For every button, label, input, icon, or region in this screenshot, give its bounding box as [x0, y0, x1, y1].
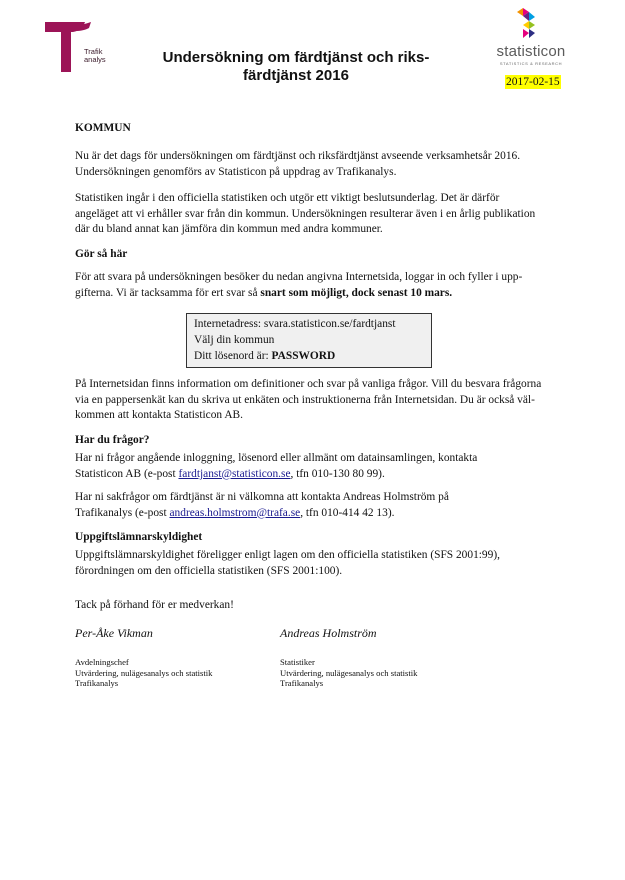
signatory-dept: Utvärdering, nulägesanalys och statistik — [280, 667, 418, 678]
title-line1: Undersökning om färdtjänst och riks- — [162, 49, 430, 66]
statistics-line: där du bland annat kan jämföra din kommun med andra kommuner. — [75, 223, 383, 236]
statistics-line: angeläget att vi erhåller svar från din kommun. Undersökningen resulterar även i en årlig publikation — [75, 207, 536, 220]
questions-paragraph-2 — [75, 490, 553, 521]
signatory-title: Statistiker — [280, 657, 315, 667]
signature-vikman: Per-Åke Vikman — [75, 626, 153, 640]
signature-holmstrom: Andreas Holmström — [280, 626, 377, 640]
duty-paragraph — [75, 548, 553, 579]
howto-heading: Gör så här — [75, 248, 128, 260]
login-url: Internetadress: svara.statisticon.se/fardtjanst — [194, 318, 396, 330]
signatory-block-vikman — [75, 657, 212, 689]
statistics-line: Statistiken ingår i den officiella statistiken och utgör ett viktigt beslutsunderlag. Det är därför — [75, 192, 500, 204]
info-paragraph — [75, 377, 553, 424]
trafa-text-line2: analys — [84, 55, 106, 64]
signatory-title: Avdelningschef — [75, 657, 129, 667]
statisticon-email-link[interactable]: fardtjanst@statisticon.se — [178, 467, 291, 480]
questions-phone: , tfn 010-414 42 13). — [300, 506, 395, 519]
intro-paragraph — [75, 149, 553, 180]
document-date: 2017-02-15 — [506, 76, 560, 88]
intro-line: Nu är det dags för undersökningen om färdtjänst och riksfärdtjänst avseende verksamhetsår 2016. — [75, 150, 521, 162]
password-value: PASSWORD — [271, 350, 336, 362]
login-choose-kommun: Välj din kommun — [194, 334, 275, 346]
recipient-kommun: KOMMUN — [75, 122, 131, 134]
questions-paragraph-1 — [75, 451, 553, 482]
questions-line: Har ni sakfrågor om färdtjänst är ni välkomna att kontakta Andreas Holmström på — [75, 491, 449, 503]
login-password — [194, 349, 335, 365]
duty-line: förordningen om den officiella statistiken (SFS 2001:100). — [75, 564, 343, 577]
questions-phone: , tfn 010-130 80 99). — [290, 467, 385, 480]
password-label: Ditt lösenord är: — [194, 350, 269, 362]
info-line: På Internetsidan finns information om definitioner och svar på vanliga frågor. Vill du besvara frågorna — [75, 378, 542, 390]
trafikanalys-logo-text — [84, 48, 106, 64]
signatory-org: Trafikanalys — [280, 678, 324, 689]
deadline-text: snart som möjligt, dock senast 10 mars. — [260, 286, 453, 299]
thanks-text: Tack på förhand för er medverkan! — [75, 599, 234, 611]
statisticon-tagline: STATISTICS & RESEARCH — [499, 61, 563, 66]
howto-paragraph — [75, 270, 553, 301]
duty-heading: Uppgiftslämnarskyldighet — [75, 531, 203, 543]
statistics-paragraph — [75, 191, 553, 238]
info-line: kommen att kontakta Statisticon AB. — [75, 409, 243, 422]
duty-line: Uppgiftslämnarskyldighet föreligger enligt lagen om den officiella statistiken (SFS 2001:99), — [75, 549, 500, 561]
signatory-org: Trafikanalys — [75, 678, 119, 689]
signatory-block-holmstrom — [280, 657, 417, 689]
howto-line: För att svara på undersökningen besöker du nedan angivna Internetsida, loggar in och fyller i upp- — [75, 271, 523, 283]
questions-heading: Har du frågor? — [75, 434, 150, 446]
questions-line — [75, 506, 553, 522]
intro-line: Undersökningen genomförs av Statisticon på uppdrag av Trafikanalys. — [75, 165, 397, 178]
login-info-box — [186, 313, 432, 368]
questions-line: Har ni frågor angående inloggning, lösenord eller allmänt om datainsamlingen, kontakta — [75, 452, 478, 464]
signatory-dept: Utvärdering, nulägesanalys och statistik — [75, 667, 213, 678]
title-line2: färdtjänst 2016 — [243, 67, 349, 84]
statisticon-logo-text: statisticon — [496, 43, 566, 60]
document-title — [136, 49, 456, 85]
trafa-email-link[interactable]: andreas.holmstrom@trafa.se — [169, 506, 301, 519]
questions-line — [75, 467, 553, 483]
statisticon-logo-icon — [517, 8, 541, 42]
trafa-text-line1: Trafik — [84, 47, 103, 56]
questions-text: Statisticon AB (e-post — [75, 467, 176, 480]
questions-text: Trafikanalys (e-post — [75, 506, 167, 519]
howto-text: gifterna. Vi är tacksamma för ert svar så — [75, 286, 258, 299]
info-line: via en pappersenkät kan du skriva ut enkäten och instruktionerna från Internetsidan. Du är också väl- — [75, 393, 535, 406]
howto-line — [75, 286, 553, 302]
